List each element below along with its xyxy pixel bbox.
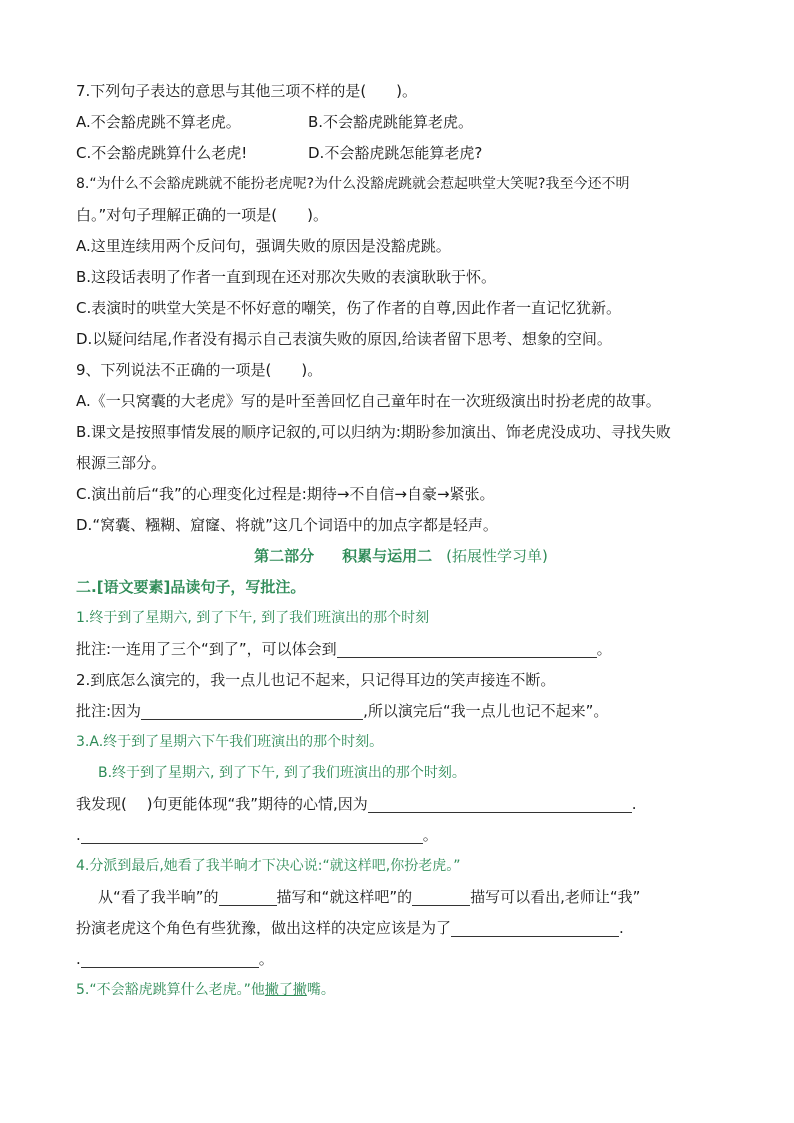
part2-title-b: 积累与运用二 [342, 547, 433, 565]
q9-stem: 9、下列说法不正确的一项是( )。 [76, 361, 323, 379]
item4-cont-start: . [76, 950, 81, 968]
item4-text-1: 从“看了我半晌”的 [98, 888, 219, 906]
item5-quote-text: 5.“不会豁虎跳算什么老虎。”他 [76, 982, 265, 998]
item4-blank-2[interactable] [412, 885, 470, 906]
q9-option-d[interactable]: D.“窝囊、糨糊、窟窿、将就”这几个词语中的加点字都是轻声。 [76, 516, 498, 534]
item3-answer-blank[interactable] [368, 792, 632, 813]
q8-stem-line-1: 8.“为什么不会豁虎跳就不能扮老虎呢?为什么没豁虎跳就会惹起哄堂大笑呢?我至今还不明 [76, 176, 630, 192]
item2-note [76, 696, 726, 727]
item4-text-3: 描写可以看出,老师让“我” [470, 888, 641, 906]
part2-title [76, 541, 726, 572]
item1-note [76, 634, 726, 665]
q8-option-c[interactable]: C.表演时的哄堂大笑是不怀好意的嘲笑，伤了作者的自尊,因此作者一直记忆犹新。 [76, 299, 622, 317]
q8-stem-line-2: 白。”对句子理解正确的一项是( )。 [76, 206, 328, 224]
item4-paragraph-line-1 [76, 882, 726, 913]
item4-cont-end: 。 [258, 950, 274, 968]
q9-option-c[interactable]: C.演出前后“我”的心理变化过程是:期待→不自信→自豪→紧张。 [76, 485, 495, 503]
item1-note-text: 批注:一连用了三个“到了”，可以体会到 [76, 640, 337, 658]
item2-note-text: 批注:因为 [76, 702, 142, 720]
q9-option-a[interactable]: A.《一只窝囊的大老虎》写的是叶至善回忆自己童年时在一次班级演出时扮老虎的故事。 [76, 392, 661, 410]
q7-option-d[interactable]: D.不会豁虎跳怎能算老虎? [308, 144, 483, 162]
item3-cont-end: 。 [422, 826, 438, 844]
q7-option-a[interactable]: A.不会豁虎跳不算老虎。 [76, 113, 241, 131]
item4-continuation [76, 944, 726, 975]
item3-sentence-a: 3.A.终于到了星期六下午我们班演出的那个时刻。 [76, 734, 384, 750]
part2-subtitle: (拓展性学习单) [446, 547, 548, 565]
q7-option-c[interactable]: C.不会豁虎跳算什么老虎! [76, 144, 248, 162]
item5-underlined-word: 撇了撇 [264, 982, 307, 998]
item3-continuation [76, 820, 726, 851]
item3-finding [76, 789, 726, 820]
worksheet-page [76, 76, 726, 1006]
item4-blank-4[interactable] [81, 947, 259, 968]
item4-blank-1[interactable] [219, 885, 277, 906]
item2-answer-blank[interactable] [141, 699, 363, 720]
item2-note-end: ,所以演完后“我一点儿也记不起来”。 [363, 702, 609, 720]
item4-paragraph-line-2 [76, 913, 726, 944]
item1-quote: 1.终于到了星期六, 到了下午, 到了我们班演出的那个时刻 [76, 610, 430, 626]
item5-quote [76, 975, 726, 1006]
item4-text-5: . [619, 919, 624, 937]
q8-option-a[interactable]: A.这里连续用两个反问句，强调失败的原因是没豁虎跳。 [76, 237, 451, 255]
q7-option-b[interactable]: B.不会豁虎跳能算老虎。 [308, 113, 474, 131]
item4-quote: 4.分派到最后,她看了我半晌才下决心说:“就这样吧,你扮老虎。” [76, 858, 461, 874]
item2-quote: 2.到底怎么演完的，我一点儿也记不起来，只记得耳边的笑声接连不断。 [76, 671, 556, 689]
item4-text-4: 扮演老虎这个角色有些犹豫，做出这样的决定应该是为了 [76, 919, 452, 937]
q7-stem: 7.下列句子表达的意思与其他三项不样的是( )。 [76, 82, 418, 100]
item3-sentence-b: B.终于到了星期六, 到了下午, 到了我们班演出的那个时刻。 [98, 765, 466, 781]
item1-answer-blank[interactable] [337, 637, 597, 658]
item4-blank-3[interactable] [451, 916, 619, 937]
item3-answer-blank-2[interactable] [81, 823, 423, 844]
part2-title-a: 第二部分 [254, 547, 315, 565]
item4-text-2: 描写和“就这样吧”的 [276, 888, 413, 906]
item3-finding-text: 我发现( )句更能体现“我”期待的心情,因为 [76, 795, 368, 813]
item1-note-end: 。 [596, 640, 612, 658]
item5-quote-end: 嘴。 [306, 982, 335, 998]
q7-options-row-1 [76, 107, 726, 138]
item3-finding-end: . [631, 795, 637, 813]
q8-option-d[interactable]: D.以疑问结尾,作者没有揭示自己表演失败的原因,给读者留下思考、想象的空间。 [76, 330, 612, 348]
q9-option-b-line-2: 根源三部分。 [76, 454, 167, 472]
q7-options-row-2 [76, 138, 726, 169]
q9-option-b-line-1[interactable]: B.课文是按照事情发展的顺序记叙的,可以归纳为:期盼参加演出、饰老虎没成功、寻找失败 [76, 423, 671, 441]
q8-option-b[interactable]: B.这段话表明了作者一直到现在还对那次失败的表演耿耿于怀。 [76, 268, 497, 286]
item3-cont-start: . [76, 826, 81, 844]
section2-heading: 二.[语文要素]品读句子，写批注。 [76, 578, 306, 596]
